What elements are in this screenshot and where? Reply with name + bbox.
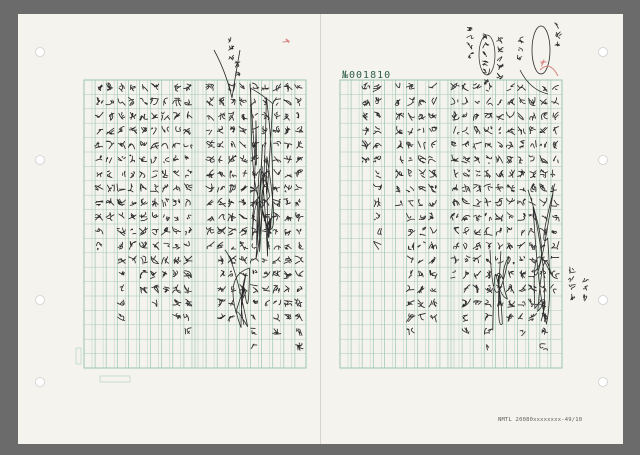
punch-hole: [599, 378, 608, 387]
punch-hole: [36, 48, 45, 57]
archive-code: NMTL 20080xxxxxxxx-49/10: [498, 417, 583, 423]
punch-hole: [599, 156, 608, 165]
punch-hole: [36, 378, 45, 387]
punch-hole: [599, 296, 608, 305]
serial-number: №001810: [342, 70, 392, 81]
manuscript-grid-right: [340, 80, 562, 368]
punch-hole: [36, 296, 45, 305]
punch-hole: [36, 156, 45, 165]
punch-hole: [599, 48, 608, 57]
